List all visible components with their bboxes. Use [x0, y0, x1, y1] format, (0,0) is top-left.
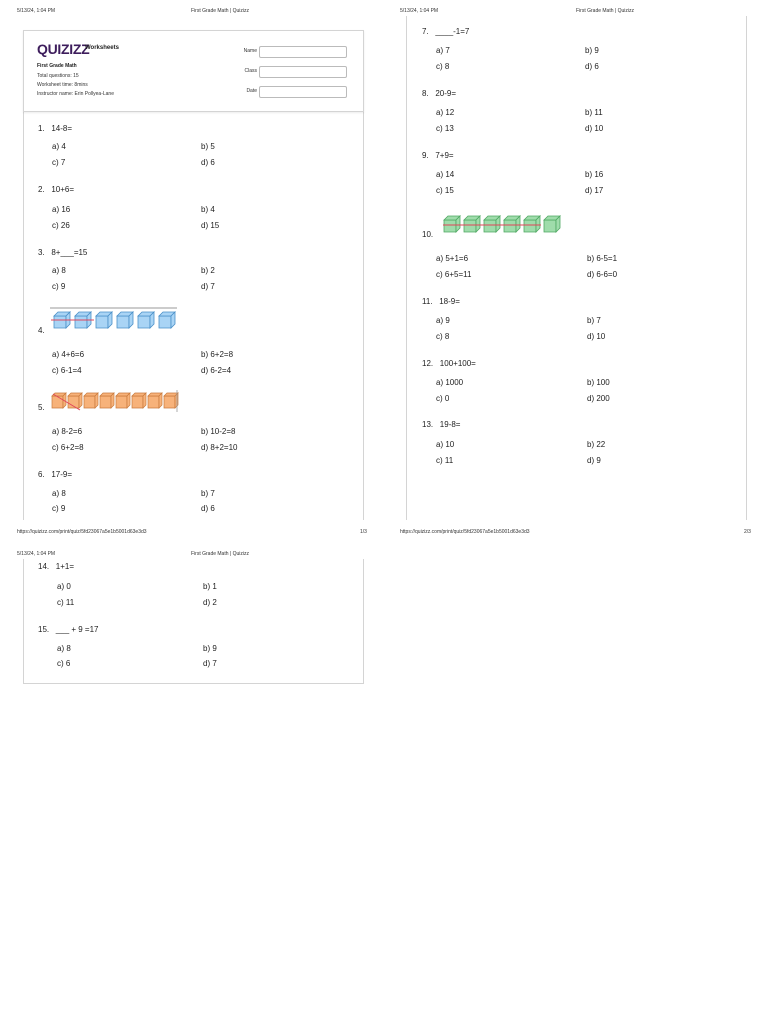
- date-label: Date: [246, 88, 257, 94]
- question-text: 100+100=: [439, 359, 476, 368]
- cube-group: [52, 393, 178, 408]
- cube-icon: [544, 216, 560, 232]
- cube-icon: [84, 393, 98, 408]
- option[interactable]: d) 6-6=0: [587, 270, 618, 279]
- option[interactable]: b) 100: [587, 378, 610, 387]
- option[interactable]: a) 14: [436, 170, 455, 179]
- option[interactable]: d) 7: [201, 282, 215, 291]
- question-4: [38, 326, 45, 335]
- question-6: [38, 470, 72, 479]
- question-12: [422, 359, 476, 368]
- question-15: [38, 625, 99, 634]
- question-number: 1.: [38, 124, 45, 133]
- option[interactable]: b) 9: [585, 46, 599, 55]
- cube-icon: [504, 216, 520, 232]
- option[interactable]: d) 10: [587, 332, 606, 341]
- cube-icon: [164, 393, 178, 408]
- quizizz-logo: QUIZIZZ: [37, 41, 90, 57]
- option[interactable]: d) 6: [201, 158, 215, 167]
- print-url[interactable]: https://quizizz.com/print/quiz/5fd23067a5e1b5001d63e3d3: [400, 529, 530, 535]
- option[interactable]: c) 7: [52, 158, 66, 167]
- option[interactable]: c) 9: [52, 504, 66, 513]
- option[interactable]: d) 6: [201, 504, 215, 513]
- question-11: [422, 297, 460, 306]
- question-2: [38, 185, 74, 194]
- question-number: 10.: [422, 230, 434, 239]
- print-title: First Grade Math | Quizizz: [191, 551, 249, 557]
- print-url[interactable]: https://quizizz.com/print/quiz/5fd23067a5e1b5001d63e3d3: [17, 529, 147, 535]
- option[interactable]: b) 5: [201, 142, 215, 151]
- option[interactable]: c) 6: [57, 659, 71, 668]
- option[interactable]: d) 2: [203, 598, 217, 607]
- question-text: 19-8=: [439, 420, 461, 429]
- question-text: 14-8=: [51, 124, 73, 133]
- blue-cubes-image: [50, 306, 178, 332]
- option[interactable]: a) 8-2=6: [52, 427, 83, 436]
- option[interactable]: a) 0: [57, 582, 71, 591]
- page-2-sheet: [406, 16, 747, 520]
- option[interactable]: b) 4: [201, 205, 215, 214]
- option[interactable]: b) 7: [201, 489, 215, 498]
- option[interactable]: c) 9: [52, 282, 66, 291]
- question-7: [422, 27, 469, 36]
- question-10: [422, 230, 433, 239]
- question-number: 5.: [38, 403, 45, 412]
- cube-icon: [159, 312, 175, 328]
- option[interactable]: c) 26: [52, 221, 70, 230]
- cube-group: [444, 216, 560, 232]
- option[interactable]: c) 13: [436, 124, 454, 133]
- option[interactable]: a) 10: [436, 440, 455, 449]
- green-cubes-image: [442, 213, 564, 235]
- cube-icon: [138, 312, 154, 328]
- question-text: 20-9=: [435, 89, 457, 98]
- option[interactable]: a) 12: [436, 108, 455, 117]
- question-text: 10+6=: [51, 185, 75, 194]
- option[interactable]: c) 0: [436, 394, 450, 403]
- date-field[interactable]: [259, 86, 347, 98]
- option[interactable]: a) 16: [52, 205, 71, 214]
- question-number: 14.: [38, 562, 50, 571]
- option[interactable]: a) 5+1=6: [436, 254, 469, 263]
- option[interactable]: c) 6+2=8: [52, 443, 84, 452]
- cube-icon: [464, 216, 480, 232]
- option[interactable]: d) 15: [201, 221, 220, 230]
- cube-icon: [484, 216, 500, 232]
- option[interactable]: c) 6-1=4: [52, 366, 82, 375]
- cube-icon: [148, 393, 162, 408]
- page-number: 2/3: [744, 529, 751, 535]
- question-text: ___ + 9 =17: [55, 625, 99, 634]
- question-number: 2.: [38, 185, 45, 194]
- option[interactable]: b) 6-5=1: [587, 254, 618, 263]
- question-number: 7.: [422, 27, 429, 36]
- page-3-sheet: [23, 559, 364, 684]
- question-5: [38, 403, 45, 412]
- name-label: Name: [243, 48, 257, 54]
- option[interactable]: d) 9: [587, 456, 601, 465]
- worksheet-title: First Grade Math: [37, 63, 77, 69]
- option[interactable]: a) 4: [52, 142, 66, 151]
- question-number: 9.: [422, 151, 429, 160]
- question-number: 4.: [38, 326, 45, 335]
- cube-icon: [444, 216, 460, 232]
- question-text: 18-9=: [439, 297, 460, 306]
- cube-icon: [100, 393, 114, 408]
- question-text: ____-1=7: [435, 27, 470, 36]
- question-number: 12.: [422, 359, 434, 368]
- question-9: [422, 151, 454, 160]
- question-number: 13.: [422, 420, 434, 429]
- option[interactable]: a) 9: [436, 316, 450, 325]
- print-datetime: 5/13/24, 1:04 PM: [17, 8, 56, 14]
- option[interactable]: b) 22: [587, 440, 606, 449]
- option[interactable]: a) 8: [57, 644, 71, 653]
- option[interactable]: b) 7: [587, 316, 601, 325]
- cube-icon: [117, 312, 133, 328]
- option[interactable]: a) 8: [52, 266, 66, 275]
- option[interactable]: c) 11: [57, 598, 75, 607]
- cube-icon: [524, 216, 540, 232]
- option[interactable]: b) 9: [203, 644, 217, 653]
- option[interactable]: b) 1: [203, 582, 217, 591]
- question-8: [422, 89, 456, 98]
- page-number: 1/3: [360, 529, 367, 535]
- option[interactable]: d) 200: [587, 394, 610, 403]
- option[interactable]: c) 6+5=11: [436, 270, 472, 279]
- option[interactable]: d) 17: [585, 186, 604, 195]
- worksheet-time: Worksheet time: 8mins: [37, 82, 88, 88]
- question-14: [38, 562, 74, 571]
- print-datetime: 5/13/24, 1:04 PM: [400, 8, 439, 14]
- question-number: 11.: [422, 297, 433, 306]
- option[interactable]: a) 4+6=6: [52, 350, 85, 359]
- option[interactable]: a) 1000: [436, 378, 464, 387]
- option[interactable]: c) 11: [436, 456, 454, 465]
- class-label: Class: [244, 68, 257, 74]
- question-text: 17-9=: [51, 470, 73, 479]
- question-13: [422, 420, 460, 429]
- logo-subtitle: Worksheets: [85, 45, 119, 51]
- option[interactable]: d) 10: [585, 124, 604, 133]
- question-text: 8+___=15: [51, 248, 88, 257]
- question-number: 15.: [38, 625, 50, 634]
- print-datetime: 5/13/24, 1:04 PM: [17, 551, 56, 557]
- question-3: [38, 248, 87, 257]
- option[interactable]: a) 8: [52, 489, 66, 498]
- question-number: 3.: [38, 248, 45, 257]
- option[interactable]: c) 8: [436, 62, 450, 71]
- class-field[interactable]: [259, 66, 347, 78]
- option[interactable]: a) 7: [436, 46, 450, 55]
- cube-icon: [96, 312, 112, 328]
- question-number: 6.: [38, 470, 45, 479]
- print-title: First Grade Math | Quizizz: [191, 8, 249, 14]
- orange-cubes-image: [50, 390, 180, 414]
- option[interactable]: b) 16: [585, 170, 604, 179]
- worksheet-header: [23, 30, 364, 112]
- question-text: 7+9=: [435, 151, 454, 160]
- question-1: [38, 124, 72, 133]
- option[interactable]: b) 2: [201, 266, 215, 275]
- option[interactable]: d) 7: [203, 659, 217, 668]
- option[interactable]: d) 6-2=4: [201, 366, 232, 375]
- question-text: 1+1=: [55, 562, 75, 571]
- option[interactable]: c) 8: [436, 332, 450, 341]
- option[interactable]: c) 15: [436, 186, 454, 195]
- instructor-name: Instructor name: Erin Pollyea-Lane: [37, 91, 114, 97]
- option[interactable]: d) 6: [585, 62, 599, 71]
- cube-icon: [68, 393, 82, 408]
- total-questions: Total questions: 15: [37, 73, 79, 79]
- cube-icon: [116, 393, 130, 408]
- cube-icon: [132, 393, 146, 408]
- print-title: First Grade Math | Quizizz: [576, 8, 634, 14]
- option[interactable]: d) 8+2=10: [201, 443, 238, 452]
- name-field[interactable]: [259, 46, 347, 58]
- option[interactable]: b) 11: [585, 108, 603, 117]
- option[interactable]: b) 6+2=8: [201, 350, 234, 359]
- question-number: 8.: [422, 89, 429, 98]
- option[interactable]: b) 10-2=8: [201, 427, 236, 436]
